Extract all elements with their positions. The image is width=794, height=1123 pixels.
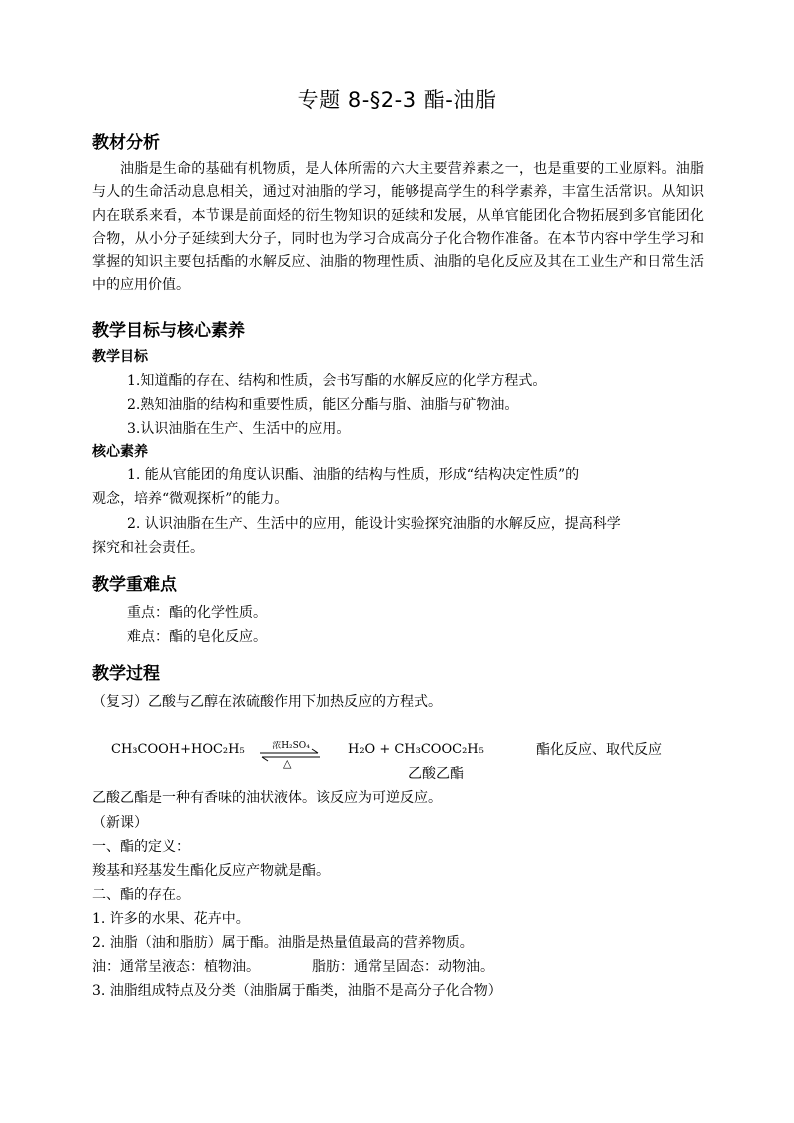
existence-item-2: 2. 油脂（油和脂肪）属于酯。油脂是热量值最高的营养物质。 [92, 935, 474, 951]
goal-item-2: 2.熟知油脂的结构和重要性质，能区分酯与脂、油脂与矿物油。 [127, 397, 519, 413]
product-note: 乙酸乙酯是一种有香味的油状液体。该反应为可逆反应。 [92, 790, 442, 806]
literacy-item-1-line2: 观念，培养“微观探析”的能力。 [92, 491, 289, 507]
heading-process: 教学过程 [92, 664, 160, 684]
reaction-type: 酯化反应、取代反应 [536, 742, 662, 758]
heading-key-points: 教学重难点 [92, 575, 177, 595]
new-lesson-label: （新课） [92, 815, 148, 831]
existence-title: 二、酯的存在。 [92, 887, 190, 903]
review-text: （复习）乙酸与乙醇在浓硫酸作用下加热反应的方程式。 [92, 694, 442, 710]
analysis-paragraph: 油脂是生命的基础有机物质，是人体所需的六大主要营养素之一，也是重要的工业原料。油脂与人的生命活动息息相关，通过对油脂的学习，能够提高学生的科学素养，丰富生活常识。从知识内在联系来看，本节课是前面烃的衍生物知识的延续和发展，从单官能团化合物拓展到多官能团化合物，从小分子延续到大分子，同时也为学习合成高分子化合物作准备。在本节内容中学生学习和掌握的知识主要包括酯的水解反应、油脂的物理性质、油脂的皂化反应及其在工业生产和日常生活中的应用价值。 [92, 161, 704, 294]
subheading-core-literacy: 核心素养 [92, 444, 148, 460]
definition-text: 羧基和羟基发生酯化反应产物就是酯。 [92, 863, 330, 879]
goal-item-1: 1.知道酯的存在、结构和性质，会书写酯的水解反应的化学方程式。 [127, 373, 547, 389]
key-point: 重点：酯的化学性质。 [127, 605, 267, 621]
existence-oil: 油：通常呈液态：植物油。 [92, 959, 260, 975]
existence-item-1: 1. 许多的水果、花卉中。 [92, 911, 250, 927]
literacy-item-2-line2: 探究和社会责任。 [92, 540, 204, 556]
definition-title: 一、酯的定义： [92, 839, 190, 855]
heading-analysis: 教材分析 [92, 133, 160, 153]
page-title: 专题 8-§2-3 酯-油脂 [297, 88, 497, 112]
product-name: 乙酸乙酯 [408, 766, 464, 782]
arrow-condition-heat: △ [283, 757, 292, 770]
literacy-item-1-line1: 1. 能从官能团的角度认识酯、油脂的结构与性质，形成“结构决定性质”的 [127, 467, 580, 483]
subheading-teaching-goals: 教学目标 [92, 349, 148, 365]
heading-goals: 教学目标与核心素养 [92, 321, 245, 341]
equation-products: H₂O + CH₃COOC₂H₅ [348, 742, 484, 757]
difficulty-point: 难点：酯的皂化反应。 [127, 629, 267, 645]
arrow-condition-catalyst: 浓H₂SO₄ [272, 741, 310, 750]
existence-item-3: 3. 油脂组成特点及分类（油脂属于酯类，油脂不是高分子化合物） [92, 983, 502, 999]
goal-item-3: 3.认识油脂在生产、生活中的应用。 [127, 421, 351, 437]
equation-reactants: CH₃COOH+HOC₂H₅ [111, 742, 245, 757]
literacy-item-2-line1: 2. 认识油脂在生产、生活中的应用，能设计实验探究油脂的水解反应，提高科学 [127, 516, 621, 532]
existence-fat: 脂肪：通常呈固态：动物油。 [312, 959, 494, 975]
